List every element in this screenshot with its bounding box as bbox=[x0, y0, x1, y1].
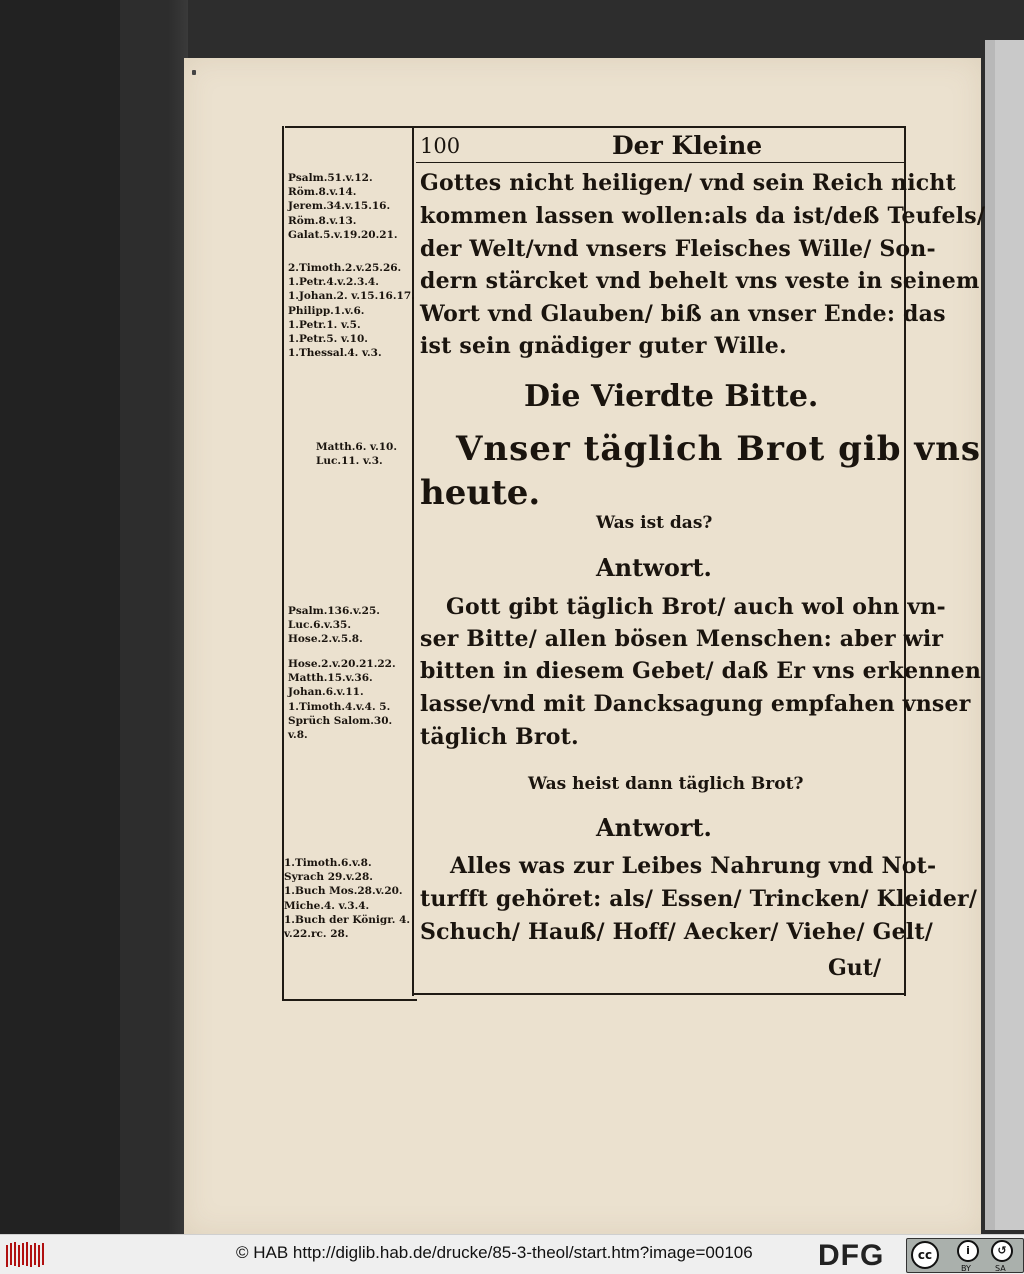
margin-note-line: Matth.6. v.10. bbox=[316, 441, 398, 453]
page-number: 100 bbox=[420, 134, 461, 158]
margin-note-line: Sprüch Salom.30. bbox=[288, 714, 393, 727]
margin-note-line: Hose.2.v.5.8. bbox=[288, 633, 363, 646]
answer-label: Antwort. bbox=[596, 553, 712, 582]
facing-page-edge bbox=[985, 40, 1024, 1230]
margin-note-line: Jerem.34.v.15.16. bbox=[288, 200, 391, 213]
margin-note-line: Syrach 29.v.28. bbox=[284, 871, 373, 884]
sa-label: SA bbox=[995, 1264, 1006, 1273]
page-mark bbox=[192, 70, 196, 75]
footer-bar bbox=[0, 1234, 1024, 1274]
running-head: Der Kleine bbox=[612, 131, 763, 160]
margin-note-line: 2.Timoth.2.v.25.26. bbox=[288, 262, 402, 274]
margin-note-line: Luc.6.v.35. bbox=[288, 619, 351, 632]
cc-icon: cc bbox=[911, 1241, 939, 1269]
margin-note-line: 1.Johan.2. v.15.16.17. bbox=[288, 290, 415, 303]
frame-margin-bottom-rule bbox=[282, 999, 417, 1001]
petition-line: heute. bbox=[420, 473, 541, 513]
by-icon: i bbox=[957, 1240, 979, 1262]
left-dark-panel bbox=[0, 0, 120, 1234]
answer-label: Antwort. bbox=[596, 813, 712, 842]
scanned-page bbox=[184, 58, 986, 1234]
margin-note-line: 1.Timoth.4.v.4. 5. bbox=[288, 700, 391, 713]
body-line: dern stärcket vnd behelt vns veste in seinem bbox=[420, 268, 980, 294]
margin-note-line: Luc.11. v.3. bbox=[316, 455, 383, 468]
body-line: turfft gehöret: als/ Essen/ Trincken/ Kleider/ bbox=[420, 886, 978, 912]
margin-note-line: Galat.5.v.19.20.21. bbox=[288, 228, 398, 241]
margin-note-line: Philipp.1.v.6. bbox=[288, 304, 365, 317]
margin-note-line: Röm.8.v.14. bbox=[288, 186, 357, 199]
margin-note-line: 1.Petr.5. v.10. bbox=[288, 333, 368, 346]
body-line: Wort vnd Glauben/ biß an vnser Ende: das bbox=[420, 301, 946, 327]
by-label: BY bbox=[961, 1264, 971, 1273]
margin-note-line: v.22.rc. 28. bbox=[284, 928, 349, 941]
frame-bottom-rule bbox=[412, 993, 905, 995]
petition-line: Vnser täglich Brot gib vns bbox=[456, 429, 982, 469]
margin-note-line: v.8. bbox=[288, 729, 308, 742]
body-line: der Welt/vnd vnsers Fleisches Wille/ Son- bbox=[420, 236, 936, 262]
margin-note-group-4 bbox=[288, 604, 380, 647]
body-line: lasse/vnd mit Dancksagung empfahen vnser bbox=[420, 691, 971, 717]
body-line: Gottes nicht heiligen/ vnd sein Reich nicht bbox=[420, 170, 956, 196]
margin-note-line: 1.Petr.1. v.5. bbox=[288, 318, 361, 331]
margin-note-line: Matth.15.v.36. bbox=[288, 672, 373, 685]
margin-note-line: Röm.8.v.13. bbox=[288, 214, 357, 227]
margin-note-group-2 bbox=[288, 261, 415, 360]
margin-note-group-5 bbox=[288, 657, 396, 742]
license-badge[interactable] bbox=[906, 1238, 1024, 1273]
section-title: Die Vierdte Bitte. bbox=[524, 379, 819, 414]
margin-note-line: 1.Petr.4.v.2.3.4. bbox=[288, 276, 379, 289]
body-line: Alles was zur Leibes Nahrung vnd Not- bbox=[450, 853, 937, 879]
body-line: bitten in diesem Gebet/ daß Er vns erkennen bbox=[420, 658, 982, 684]
body-line: Gott gibt täglich Brot/ auch wol ohn vn- bbox=[446, 594, 946, 620]
dfg-logo[interactable]: DFG bbox=[818, 1239, 885, 1272]
margin-note-line: 1.Timoth.6.v.8. bbox=[284, 857, 372, 869]
question: Was heist dann täglich Brot? bbox=[528, 774, 804, 794]
body-line: ist sein gnädiger guter Wille. bbox=[420, 333, 787, 359]
body-line: Schuch/ Hauß/ Hoff/ Aecker/ Viehe/ Gelt/ bbox=[420, 919, 933, 945]
body-line: ser Bitte/ allen bösen Menschen: aber wir bbox=[420, 626, 944, 652]
header-rule bbox=[416, 162, 904, 163]
catchword: Gut/ bbox=[828, 955, 881, 981]
margin-note-line: Psalm.51.v.12. bbox=[288, 172, 373, 184]
margin-note-line: 1.Thessal.4. v.3. bbox=[288, 347, 382, 360]
margin-note-line: Psalm.136.v.25. bbox=[288, 605, 380, 617]
margin-note-group-3 bbox=[316, 440, 397, 468]
margin-note-line: Miche.4. v.3.4. bbox=[284, 899, 370, 912]
margin-note-line: Hose.2.v.20.21.22. bbox=[288, 658, 396, 670]
margin-note-line: 1.Buch Mos.28.v.20. bbox=[284, 885, 403, 898]
margin-note-line: 1.Buch der Königr. 4. bbox=[284, 913, 411, 926]
hab-logo-icon[interactable] bbox=[4, 1241, 46, 1269]
body-line: kommen lassen wollen:als da ist/deß Teufels/ bbox=[420, 203, 986, 229]
frame-top-rule bbox=[285, 126, 905, 128]
margin-note-group-6 bbox=[284, 856, 410, 941]
question: Was ist das? bbox=[596, 513, 713, 533]
frame-margin-rule bbox=[412, 126, 414, 996]
credit-link[interactable]: © HAB http://diglib.hab.de/drucke/85-3-theol/start.htm?image=00106 bbox=[236, 1243, 753, 1262]
margin-note-line: Johan.6.v.11. bbox=[288, 686, 364, 699]
body-line: täglich Brot. bbox=[420, 724, 579, 750]
margin-note-group-1 bbox=[288, 171, 398, 242]
sa-icon: ↺ bbox=[991, 1240, 1013, 1262]
